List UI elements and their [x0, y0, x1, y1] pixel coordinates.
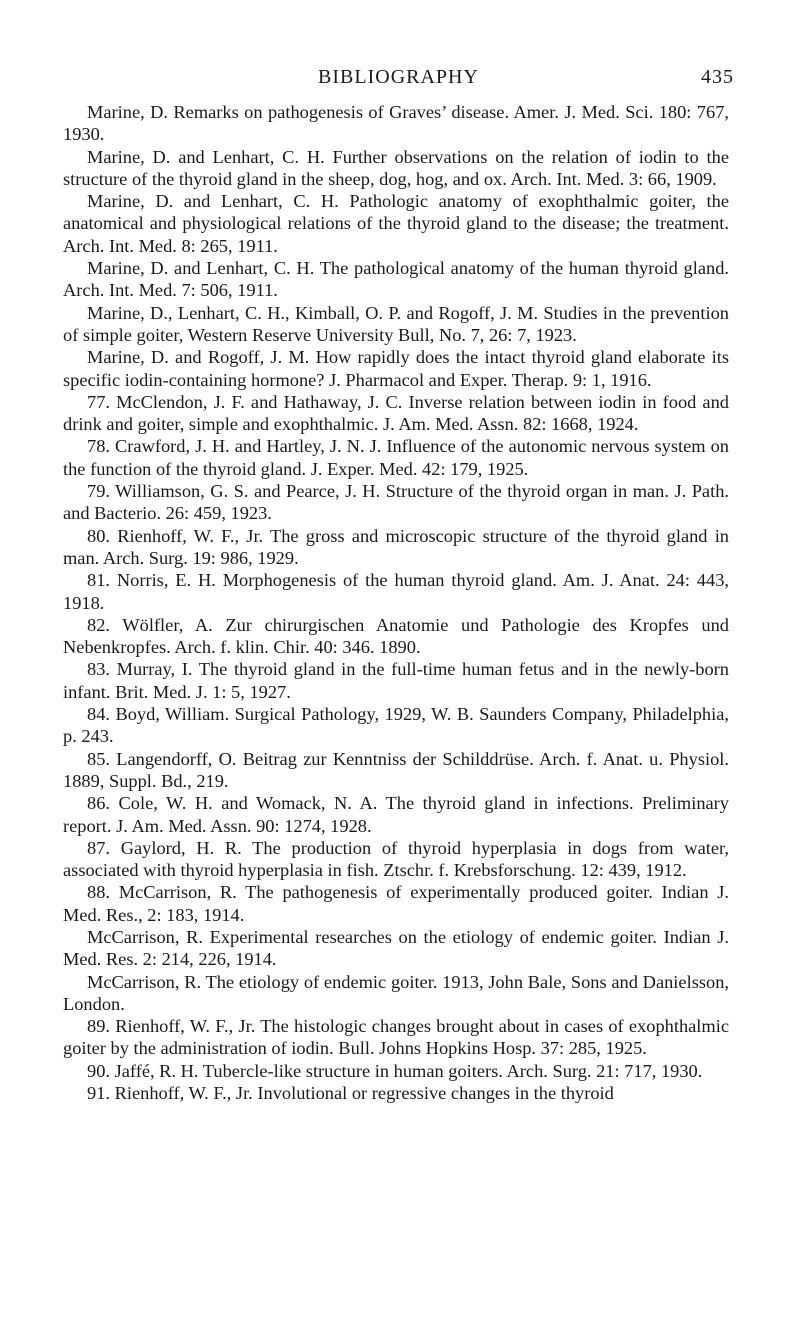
entry-number: 88 . — [87, 882, 119, 902]
entry-text: Wölfler, A. Zur chirurgischen Anatomie und Pathologie des Kropfes und Nebenkropfes. Arch. f. klin. Chir. 40: 346. 1890. — [63, 614, 729, 658]
entry-number: 85 . — [87, 749, 116, 769]
bibliography-entry — [63, 101, 729, 146]
entry-text: Crawford, J. H. and Hartley, J. N. J. Influence of the autonomic nervous system on the function of the thyroid gland. J. Exper. Med. 42: 179, 1925. — [63, 436, 729, 479]
entry-text: Marine, D. and Lenhart, C. H. The pathological anatomy of the human thyroid gland. Arch. Int. Med. 7: 506, 1911. — [63, 258, 729, 301]
entry-number: 78 . — [87, 436, 115, 456]
running-head — [63, 66, 734, 94]
bibliography-entry — [63, 346, 729, 391]
bibliography-entry — [63, 302, 729, 347]
entry-number: 79 . — [87, 481, 115, 501]
entry-text: Rienhoff, W. F., Jr. Involutional or regressive changes in the thyroid — [114, 1083, 614, 1104]
bibliography-entry — [63, 146, 729, 191]
entry-text: Marine, D. Remarks on pathogenesis of Graves’ disease. Amer. J. Med. Sci. 180: 767, 1930. — [63, 102, 729, 145]
bibliography-entry — [63, 881, 729, 926]
entry-text: McCarrison, R. Experimental researches on the etiology of endemic goiter. Indian J. Med. Res. 2: 214, 226, 1914. — [63, 926, 729, 970]
entry-text: Rienhoff, W. F., Jr. The histologic changes brought about in cases of exophthalmic goiter by the administration of iodin. Bull. Johns Hopkins Hosp. 37: 285, 1925. — [63, 1016, 729, 1059]
entry-text: Jaffé, R. H. Tubercle-like structure in human goiters. Arch. Surg. 21: 717, 1930. — [114, 1060, 703, 1081]
bibliography-entry — [63, 480, 729, 525]
bibliography-entry — [63, 435, 729, 480]
running-title: BIBLIOGRAPHY — [318, 66, 479, 88]
bibliography-entry — [63, 525, 729, 570]
entry-text: Williamson, G. S. and Pearce, J. H. Structure of the thyroid organ in man. J. Path. and Bacterio. 26: 459, 1923. — [63, 481, 729, 524]
page-number: 435 — [701, 66, 734, 88]
bibliography-entry — [63, 658, 729, 703]
entry-text: McCarrison, R. The etiology of endemic goiter. 1913, John Bale, Sons and Danielsson, London. — [63, 971, 729, 1014]
bibliography-entry — [63, 792, 729, 837]
entry-number: 87 . — [87, 838, 121, 858]
bibliography-entry — [63, 971, 729, 1016]
entry-number: 91 . — [87, 1083, 115, 1103]
entry-number: 81 . — [87, 570, 117, 590]
entry-text: McClendon, J. F. and Hathaway, J. C. Inverse relation between iodin in food and drink and goiter, simple and exophthalmic. J. Am. Med. Assn. 82: 1668, 1924. — [63, 391, 729, 435]
entry-text: Marine, D. and Lenhart, C. H. Pathologic anatomy of exophthalmic goiter, the anatomical and physiological relations of the thyroid gland to the disease; the treatment. Arch. Int. Med. 8: 265, 1911. — [63, 191, 729, 256]
bibliography-entry — [63, 1015, 729, 1060]
bibliography-entry — [63, 837, 729, 882]
entry-text: Murray, I. The thyroid gland in the full-time human fetus and in the newly-born infant. Brit. Med. J. 1: 5, 1927. — [63, 659, 729, 702]
bibliography-entry — [63, 391, 729, 436]
entry-text: Norris, E. H. Morphogenesis of the human thyroid gland. Am. J. Anat. 24: 443, 1918. — [63, 570, 729, 613]
entry-text: Boyd, William. Surgical Pathology, 1929, W. B. Saunders Company, Philadelphia, p. 243. — [63, 704, 729, 747]
entry-number: 80 . — [87, 526, 117, 546]
entry-text: Marine, D. and Rogoff, J. M. How rapidly does the intact thyroid gland elaborate its specific iodin-containing hormone? J. Pharmacol and Exper. Therap. 9: 1, 1916. — [63, 347, 729, 390]
bibliography-entry — [63, 569, 729, 614]
bibliography-entry — [63, 703, 729, 748]
bibliography-entry — [63, 1060, 729, 1082]
entry-text: Langendorff, O. Beitrag zur Kenntniss der Schilddrüse. Arch. f. Anat. u. Physiol. 1889, Suppl. Bd., 219. — [63, 748, 729, 791]
bibliography-entry — [63, 748, 729, 793]
entry-number: 82 . — [87, 615, 122, 635]
entry-number: 77 . — [87, 392, 116, 412]
bibliography-entry — [63, 614, 729, 659]
entry-text: Rienhoff, W. F., Jr. The gross and microscopic structure of the thyroid gland in man. Arch. Surg. 19: 986, 1929. — [63, 525, 729, 568]
entry-number: 84 . — [87, 704, 115, 724]
entry-number: 89 . — [87, 1016, 115, 1036]
bibliography-entry — [63, 257, 729, 302]
bibliography-entry — [63, 190, 729, 257]
entry-number: 83 . — [87, 659, 117, 679]
bibliography-list — [63, 101, 729, 1104]
entry-number: 86 . — [87, 793, 119, 813]
entry-text: McCarrison, R. The pathogenesis of experimentally produced goiter. Indian J. Med. Res., 2: 183, 1914. — [63, 882, 729, 925]
entry-text: Marine, D. and Lenhart, C. H. Further observations on the relation of iodin to the structure of the thyroid gland in the sheep, dog, hog, and ox. Arch. Int. Med. 3: 66, 1909. — [63, 146, 729, 189]
entry-number: 90 . — [87, 1061, 115, 1081]
entry-text: Cole, W. H. and Womack, N. A. The thyroid gland in infections. Preliminary report. J. Am. Med. Assn. 90: 1274, 1928. — [63, 793, 729, 836]
bibliography-entry — [63, 926, 729, 971]
entry-text: Gaylord, H. R. The production of thyroid hyperplasia in dogs from water, associated with thyroid hyperplasia in fish. Ztschr. f. Krebsforschung. 12: 439, 1912. — [63, 837, 729, 881]
bibliography-entry — [63, 1082, 729, 1104]
entry-text: Marine, D., Lenhart, C. H., Kimball, O. P. and Rogoff, J. M. Studies in the prevention of simple goiter, Western Reserve University Bull, No. 7, 26: 7, 1923. — [63, 302, 729, 345]
